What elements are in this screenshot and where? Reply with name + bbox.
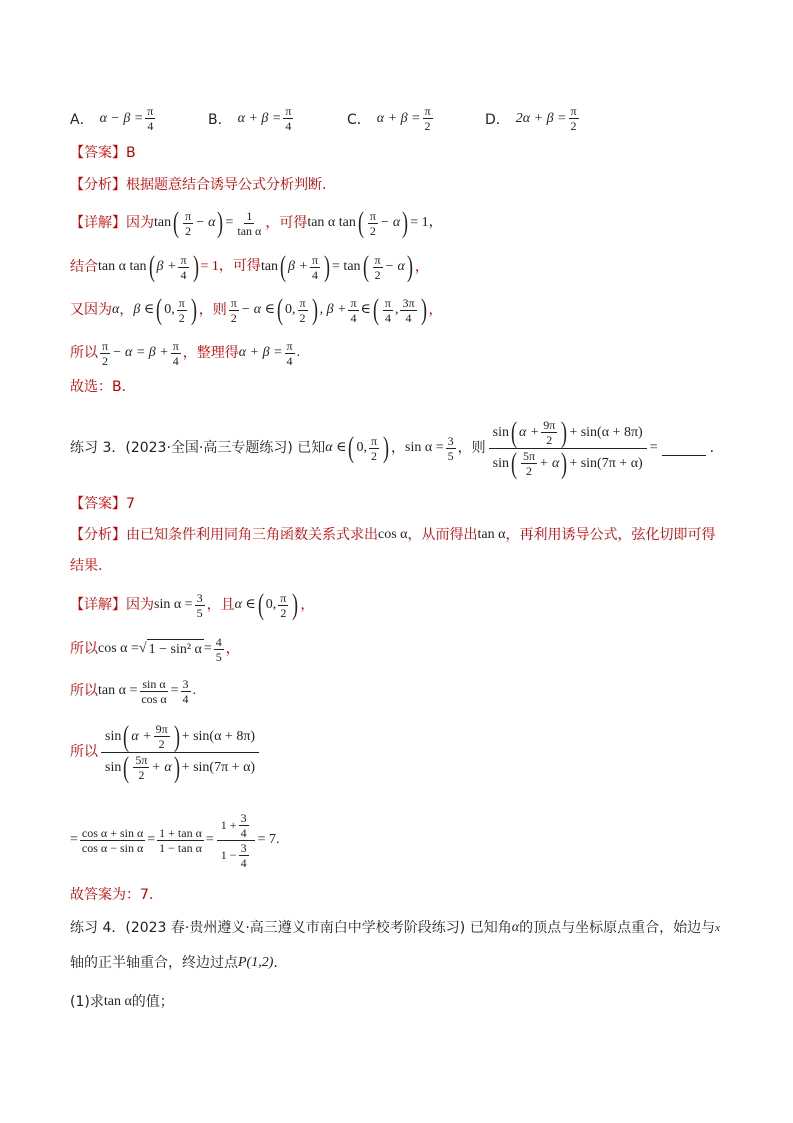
math-eq-tan: = tan <box>332 259 361 274</box>
left-paren: ( <box>173 206 180 239</box>
period: . <box>273 955 278 971</box>
math-point: P(1,2) <box>238 955 274 970</box>
choose-text: 故选：B. <box>70 379 127 395</box>
math-tan: tan <box>154 215 172 230</box>
option-a-fraction <box>145 104 155 133</box>
option-c-label: C． <box>347 111 371 128</box>
option-d-expr: 2α + β = <box>515 110 567 126</box>
right-paren: ) <box>420 293 427 326</box>
math-result: = 7 <box>257 832 276 847</box>
frac-pi-2: $\frac{\pi}{2}$ <box>185 208 192 238</box>
big-fraction <box>489 415 647 480</box>
math-sin: sin α = <box>405 440 444 455</box>
math-eq-1: = 1， <box>410 215 443 230</box>
analysis-tag: 【分析】 <box>70 177 126 193</box>
math-minus-alpha: − α <box>379 215 401 230</box>
option-d-label: D． <box>485 111 510 128</box>
detail-line-1 <box>70 208 733 238</box>
frac-pi-4: $\frac{\pi}{4}$ <box>180 252 187 282</box>
frac-pi-2: $\frac{\pi}{2}$ <box>370 433 378 463</box>
exercise-4-text: 轴的正半轴重合，终边过点 <box>70 955 238 971</box>
equals: = <box>649 440 658 455</box>
frac-pi-2: $\frac{\pi}{2}$ <box>102 338 109 368</box>
period: . <box>275 832 280 847</box>
frac-den: 4 <box>147 119 154 133</box>
big-fraction-2 <box>101 719 259 784</box>
detail-text: 所以 <box>70 683 98 699</box>
comma: ， <box>225 641 240 657</box>
analysis-text: ，从而得出 <box>407 527 478 543</box>
math-beta-plus: , β + <box>319 302 347 317</box>
frac-pi-2: $\frac{\pi}{2}$ <box>280 590 287 620</box>
comma: ， <box>119 302 134 318</box>
exercise-4-line-2 <box>70 953 733 973</box>
sub-question-text: 的值； <box>131 994 174 1010</box>
exercise-4-line-1 <box>70 918 733 938</box>
right-paren: ) <box>406 250 413 283</box>
answer-blank <box>662 441 706 456</box>
detail3-line-3 <box>70 676 733 706</box>
exercise-4-title: 练习 4．(2023 春·贵州遵义·高三遵义市南白中学校考阶段练习) 已知角 <box>70 920 512 936</box>
left-paren: ( <box>372 293 379 326</box>
math-alpha-in: α ∈ <box>234 597 256 612</box>
detail3-line-1 <box>70 590 733 620</box>
option-b-fraction <box>283 104 293 133</box>
right-paren: ) <box>190 293 197 326</box>
detail-text: ，可得 <box>265 215 308 231</box>
frac-pi-4: $\frac{\pi}{4}$ <box>311 252 319 282</box>
detail-text: ，且 <box>206 597 235 613</box>
option-a-expr: α − β = <box>99 110 144 126</box>
analysis-line-3 <box>70 525 733 545</box>
exercise-4-text: 的顶点与坐标原点重合，始边与 <box>519 920 716 936</box>
option-c-fraction <box>423 104 433 133</box>
period: . <box>296 345 301 360</box>
right-paren: ) <box>311 293 318 326</box>
period: . <box>709 440 715 456</box>
math-tan: tan <box>260 259 279 274</box>
option-a-label: A． <box>70 111 94 128</box>
comma: ， <box>428 302 443 318</box>
frac-den: 2 <box>424 119 431 133</box>
frac-pi-2: $\frac{\pi}{2}$ <box>374 252 381 282</box>
math-alpha-in: α ∈ <box>325 440 347 455</box>
frac-den: 2 <box>570 119 577 133</box>
answer-tag: 【答案】 <box>70 496 126 512</box>
left-paren: ( <box>277 293 283 326</box>
left-paren: ( <box>148 250 155 283</box>
detail3-line-2 <box>70 634 733 664</box>
detail-text: = 1，可得 <box>200 259 261 274</box>
big-fraction-numerator: sin ( α + $\frac{9\pi}{2}$ ) + sin(α + 8π) <box>489 418 647 449</box>
math-beta-plus: β + <box>156 259 177 274</box>
left-paren: ( <box>362 250 369 283</box>
frac-3-4: $\frac{3}{4}$ <box>182 676 189 706</box>
exercise-3-title: 练习 3．(2023·全国·高三专题练习) 已知 <box>70 440 326 456</box>
exercise-4-sub-1 <box>70 992 733 1012</box>
option-c <box>347 104 435 133</box>
detail-line-3 <box>70 295 733 325</box>
option-b-expr: α + β = <box>237 110 282 126</box>
math-minus-alpha: − α <box>195 215 216 230</box>
frac-cos-sin: $\frac{\text{cos α + sin α}}{\text{cos α − sin α}}$ <box>81 825 144 855</box>
frac-pi-4: $\frac{\pi}{4}$ <box>172 338 179 368</box>
analysis-text: ，再利用诱导公式，弦化切即可得 <box>505 527 716 543</box>
math-eq: = <box>70 832 78 847</box>
left-paren: ( <box>348 431 355 464</box>
choose-line <box>70 377 733 397</box>
analysis-text: 由已知条件利用同角三角函数关系式求出 <box>126 527 378 543</box>
detail-text: 又因为 <box>70 302 112 318</box>
option-d <box>485 104 581 133</box>
frac-pi-2: $\frac{\pi}{2}$ <box>178 295 185 325</box>
then-text: ，则 <box>457 440 486 456</box>
detail-text: 因为 <box>126 215 154 231</box>
math-tan: tan α <box>477 527 506 542</box>
option-b <box>208 104 295 133</box>
detail-tag: 【详解】 <box>70 597 126 613</box>
sub-question-label: (1)求 <box>70 994 104 1010</box>
frac-den: 4 <box>285 119 292 133</box>
frac-tan: $\frac{\text{1 + tan α}}{\text{1 − tan α}}$ <box>159 825 202 855</box>
frac-3-5: $\frac{3}{5}$ <box>196 590 203 620</box>
math-eq: = <box>203 641 212 656</box>
comma: ， <box>391 440 406 456</box>
right-paren: ) <box>192 250 199 283</box>
answer-value: 7 <box>126 496 135 512</box>
option-b-label: B． <box>208 111 232 128</box>
right-paren: ) <box>217 206 224 239</box>
answer-line-3 <box>70 494 733 514</box>
nested-fraction: 1 + $\frac{3}{4}$ 1 − $\frac{3}{4}$ <box>217 811 255 870</box>
final-answer-text: 故答案为：7. <box>70 887 154 903</box>
analysis-line <box>70 175 733 195</box>
math-cos: cos α <box>378 527 408 542</box>
frac-num: π <box>424 104 431 118</box>
detail3-line-4 <box>70 719 733 784</box>
math-beta-in: β ∈ <box>133 302 155 317</box>
detail-text: ，整理得 <box>182 345 239 361</box>
math-minus-alpha: − α <box>384 259 405 274</box>
math-tan: tan α <box>103 994 132 1009</box>
period: . <box>192 683 197 698</box>
detail-text: 所以 <box>70 345 98 361</box>
math-comma: , <box>394 302 399 317</box>
detail-text: 所以 <box>70 744 98 760</box>
big-fraction-denominator: sin ( $\frac{5\pi}{2}$ + α ) + sin(7π + α) <box>105 750 256 784</box>
math-tan: tan α = <box>98 683 138 698</box>
analysis-text: 结果. <box>70 558 103 574</box>
math-sin: sin α = <box>154 597 193 612</box>
right-paren: ) <box>324 250 331 283</box>
math-eq: = <box>205 832 214 847</box>
comma: ， <box>300 597 315 613</box>
detail-line-4 <box>70 338 733 368</box>
frac-3pi-4: $\frac{3\pi}{4}$ <box>402 295 415 325</box>
frac-pi-4: $\frac{\pi}{4}$ <box>350 295 357 325</box>
math-eq: = <box>170 683 179 698</box>
left-paren: ( <box>257 588 264 621</box>
big-fraction-numerator: sin ( α + $\frac{9\pi}{2}$ ) + sin(α + 8π) <box>101 722 259 753</box>
frac-pi-2: $\frac{\pi}{2}$ <box>369 208 376 238</box>
math-zero: 0, <box>265 597 277 612</box>
answer-value: B <box>126 145 136 161</box>
right-paren: ) <box>383 431 390 464</box>
math-eq: = <box>147 832 156 847</box>
detail3-line-5 <box>70 810 733 870</box>
frac-pi-4: $\frac{\pi}{4}$ <box>286 338 293 368</box>
frac-num: π <box>285 104 292 118</box>
frac-num: π <box>570 104 577 118</box>
frac-num: π <box>147 104 154 118</box>
math-tan: tan α tan <box>98 259 147 274</box>
analysis-line-3b <box>70 556 733 576</box>
answer-tag: 【答案】 <box>70 145 126 161</box>
frac-4-5: $\frac{4}{5}$ <box>215 634 222 664</box>
frac-1-tan: $\frac{1}{\text{tan α}}$ <box>237 208 262 238</box>
detail-text: 所以 <box>70 641 98 657</box>
math-alpha: α <box>112 302 120 317</box>
comma: ， <box>414 259 429 275</box>
right-paren: ) <box>402 206 409 239</box>
math-x: x <box>715 922 720 934</box>
exercise-3-line <box>70 415 733 480</box>
detail-line-2 <box>70 252 733 282</box>
math-beta-plus: β + <box>288 259 308 274</box>
math-tan: tan α tan <box>307 215 356 230</box>
math-cos: cos α = <box>98 641 139 656</box>
detail-tag: 【详解】 <box>70 215 126 231</box>
frac-3-5: $\frac{3}{5}$ <box>447 433 454 463</box>
math-in: ∈ <box>360 302 371 317</box>
analysis-tag: 【分析】 <box>70 527 126 543</box>
math-zero: 0, <box>356 440 367 455</box>
left-paren: ( <box>280 250 287 283</box>
math-minus-alpha-in: − α ∈ <box>240 302 275 317</box>
right-paren: ) <box>292 588 299 621</box>
option-a <box>70 104 157 133</box>
detail-text: ，则 <box>198 302 227 318</box>
math-expr: α + β = <box>238 345 283 360</box>
answer-line <box>70 143 733 163</box>
math-alpha: α <box>511 920 520 935</box>
frac-pi-4: $\frac{\pi}{4}$ <box>384 295 391 325</box>
option-c-expr: α + β = <box>376 110 421 126</box>
math-eq: = <box>225 215 234 230</box>
analysis-text: 根据题意结合诱导公式分析判断. <box>126 177 327 193</box>
math-expr: − α = β + <box>112 345 169 360</box>
big-fraction-denominator: sin ( $\frac{5\pi}{2}$ + α ) + sin(7π + α) <box>492 446 643 480</box>
detail-text: 因为 <box>126 597 154 613</box>
frac-pi-2: $\frac{\pi}{2}$ <box>230 295 237 325</box>
math-zero: 0, <box>285 302 296 317</box>
math-zero: 0, <box>164 302 175 317</box>
left-paren: ( <box>357 206 364 239</box>
left-paren: ( <box>156 293 163 326</box>
frac-pi-2: $\frac{\pi}{2}$ <box>299 295 306 325</box>
detail-text: 结合 <box>70 259 98 275</box>
sqrt-expr: √ 1 − sin² α <box>139 639 204 660</box>
final-answer-line <box>70 885 733 905</box>
option-d-fraction <box>569 104 579 133</box>
frac-sin-cos: $\frac{\text{sin α}}{\text{cos α}}$ <box>141 676 167 706</box>
